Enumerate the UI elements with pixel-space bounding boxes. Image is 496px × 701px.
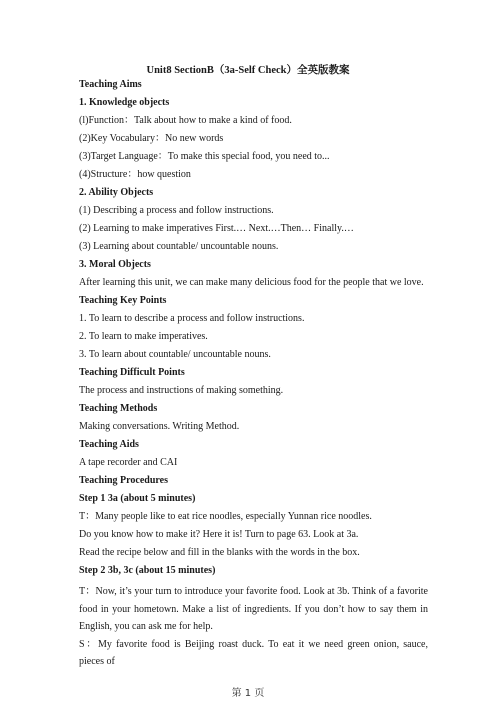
section-heading: Teaching Aims xyxy=(79,79,142,90)
document-title: Unit8 SectionB（3a-Self Check）全英版教案 xyxy=(146,65,350,76)
document-lines xyxy=(79,79,428,577)
paragraph: T：Now, it’s your turn to introduce your favorite food. Look at 3b. Think of a favorite food in your hometown. Make a list of ingredients. If you don’t how to say them in English, you can ask me for help. xyxy=(79,586,428,633)
text-line: (3)Target Language：To make this special food, you need to... xyxy=(79,151,330,162)
section-heading: Step 2 3b, 3c (about 15 minutes) xyxy=(79,565,216,576)
text-line: (2)Key Vocabulary：No new words xyxy=(79,133,224,144)
section-heading: 3. Moral Objects xyxy=(79,259,151,270)
text-line: (l)Function：Talk about how to make a kind of food. xyxy=(79,115,292,126)
text-line: 2. To learn to make imperatives. xyxy=(79,331,208,342)
text-line: T：Many people like to eat rice noodles, especially Yunnan rice noodles. xyxy=(79,511,372,522)
section-heading: Teaching Methods xyxy=(79,403,158,414)
text-line: 3. To learn about countable/ uncountable nouns. xyxy=(79,349,271,360)
section-heading: Teaching Key Points xyxy=(79,295,167,306)
section-heading: Step 1 3a (about 5 minutes) xyxy=(79,493,196,504)
text-line: Read the recipe below and fill in the blanks with the words in the box. xyxy=(79,547,360,558)
paragraph: S：My favorite food is Beijing roast duck. To eat it we need green onion, sauce, pieces of xyxy=(79,638,428,668)
section-heading: 2. Ability Objects xyxy=(79,187,154,198)
document-body xyxy=(79,79,428,671)
text-line: After learning this unit, we can make many delicious food for the people that we love. xyxy=(79,277,424,288)
text-line: Making conversations. Writing Method. xyxy=(79,421,240,432)
text-line: 1. To learn to describe a process and follow instructions. xyxy=(79,313,305,324)
section-heading: Teaching Aids xyxy=(79,439,139,450)
page-number: 第 1 页 xyxy=(231,688,265,699)
text-line: (3) Learning about countable/ uncountable nouns. xyxy=(79,241,279,252)
text-line: A tape recorder and CAI xyxy=(79,457,178,468)
text-line: Do you know how to make it? Here it is! Turn to page 63. Look at 3a. xyxy=(79,529,359,540)
text-line: (4)Structure：how question xyxy=(79,169,191,180)
section-heading: Teaching Difficult Points xyxy=(79,367,185,378)
section-heading: Teaching Procedures xyxy=(79,475,168,486)
section-heading: 1. Knowledge objects xyxy=(79,97,170,108)
text-line: (1) Describing a process and follow instructions. xyxy=(79,205,274,216)
text-line: The process and instructions of making something. xyxy=(79,385,284,396)
text-line: (2) Learning to make imperatives First.… Next.…Then… Finally.… xyxy=(79,223,354,234)
